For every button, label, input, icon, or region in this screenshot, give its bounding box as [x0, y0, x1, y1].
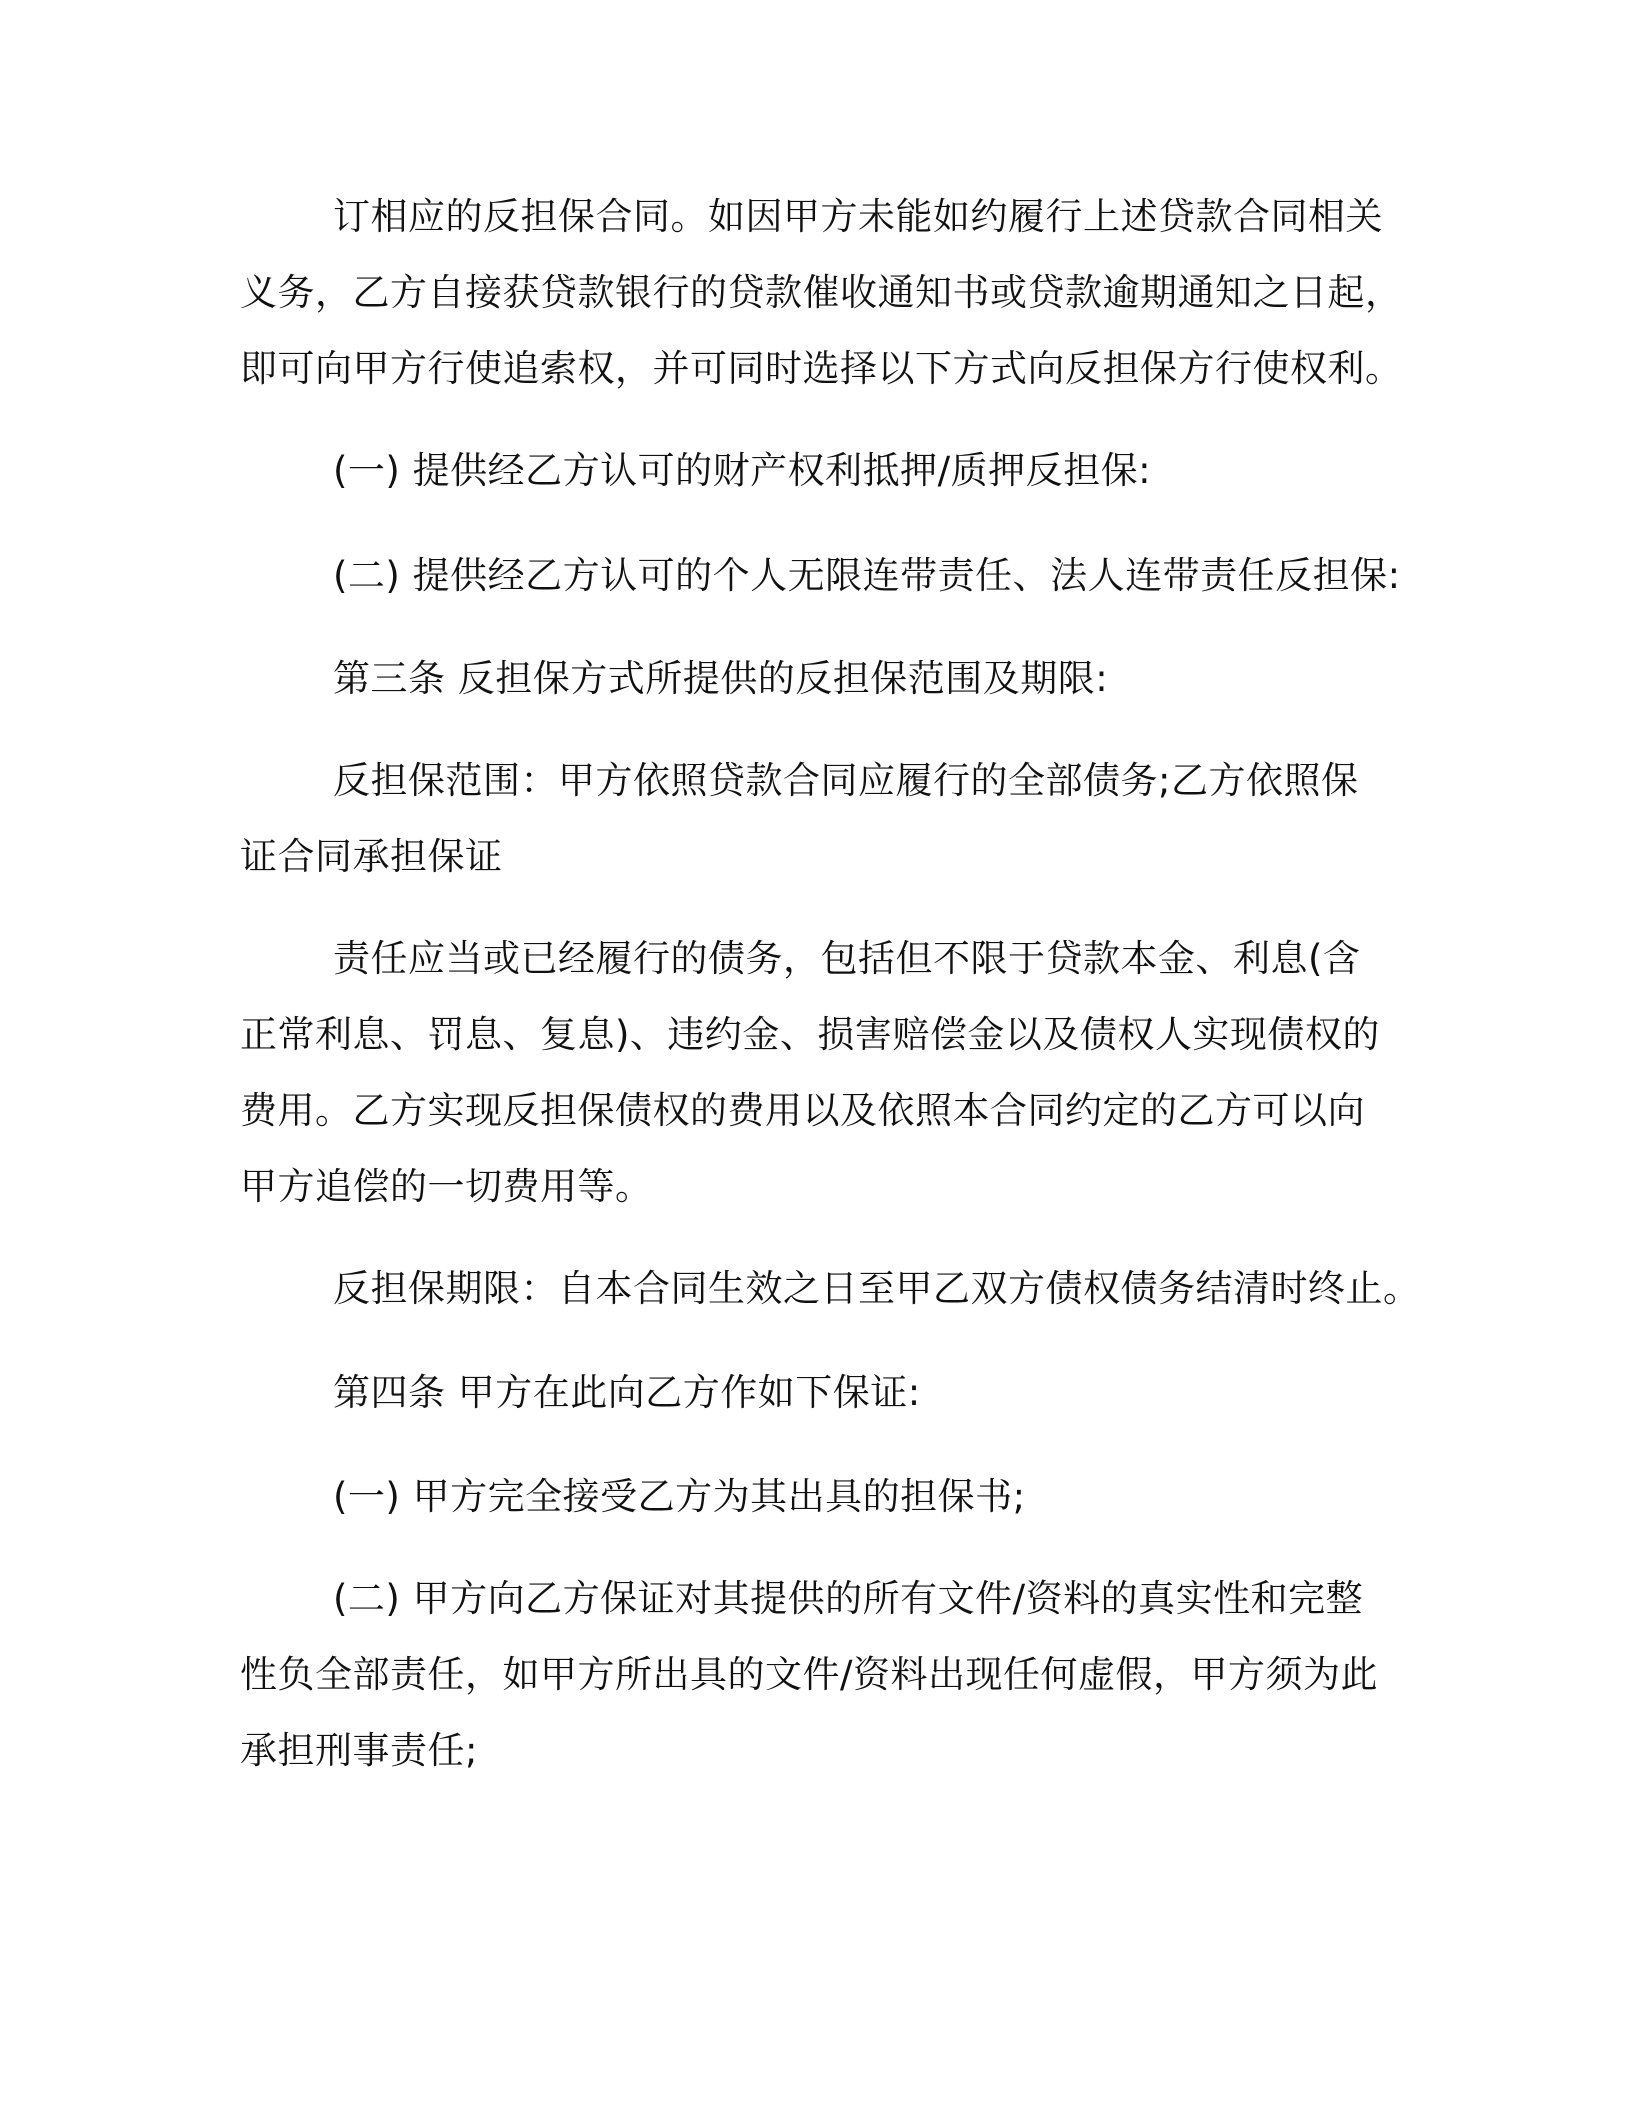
paragraph-line: 反担保期限：自本合同生效之日至甲乙双方债权债务结清时终止。 [333, 1267, 1421, 1310]
paragraph-line: (二) 甲方向乙方保证对其提供的所有文件/资料的真实性和完整 [333, 1577, 1364, 1620]
paragraph-line: 证合同承担保证 [240, 835, 503, 878]
paragraph-line: 义务，乙方自接获贷款银行的贷款催收通知书或贷款逾期通知之日起， [240, 271, 1403, 314]
article-heading-3: 第三条 反担保方式所提供的反担保范围及期限: [333, 657, 1109, 700]
paragraph-line: 即可向甲方行使追索权，并可同时选择以下方式向反担保方行使权利。 [240, 347, 1403, 390]
paragraph-line: 性负全部责任，如甲方所出具的文件/资料出现任何虚假，甲方须为此 [240, 1653, 1378, 1696]
paragraph-line: 反担保范围：甲方依照贷款合同应履行的全部债务;乙方依照保 [333, 759, 1359, 802]
paragraph-line: 正常利息、罚息、复息)、违约金、损害赔偿金以及债权人实现债权的 [240, 1013, 1380, 1056]
paragraph-line: 承担刑事责任; [240, 1729, 478, 1772]
paragraph-line: 责任应当或已经履行的债务，包括但不限于贷款本金、利息(含 [333, 937, 1361, 980]
paragraph-line: 订相应的反担保合同。如因甲方未能如约履行上述贷款合同相关 [333, 195, 1383, 238]
article-heading-4: 第四条 甲方在此向乙方作如下保证: [333, 1371, 921, 1414]
clause-item-2: (二) 提供经乙方认可的个人无限连带责任、法人连带责任反担保: [333, 554, 1401, 597]
paragraph-line: 甲方追偿的一切费用等。 [240, 1165, 653, 1208]
clause-item-1: (一) 甲方完全接受乙方为其出具的担保书; [333, 1475, 1026, 1518]
paragraph-line: 费用。乙方实现反担保债权的费用以及依照本合同约定的乙方可以向 [240, 1089, 1365, 1132]
clause-item-1: (一) 提供经乙方认可的财产权利抵押/质押反担保: [333, 449, 1152, 492]
